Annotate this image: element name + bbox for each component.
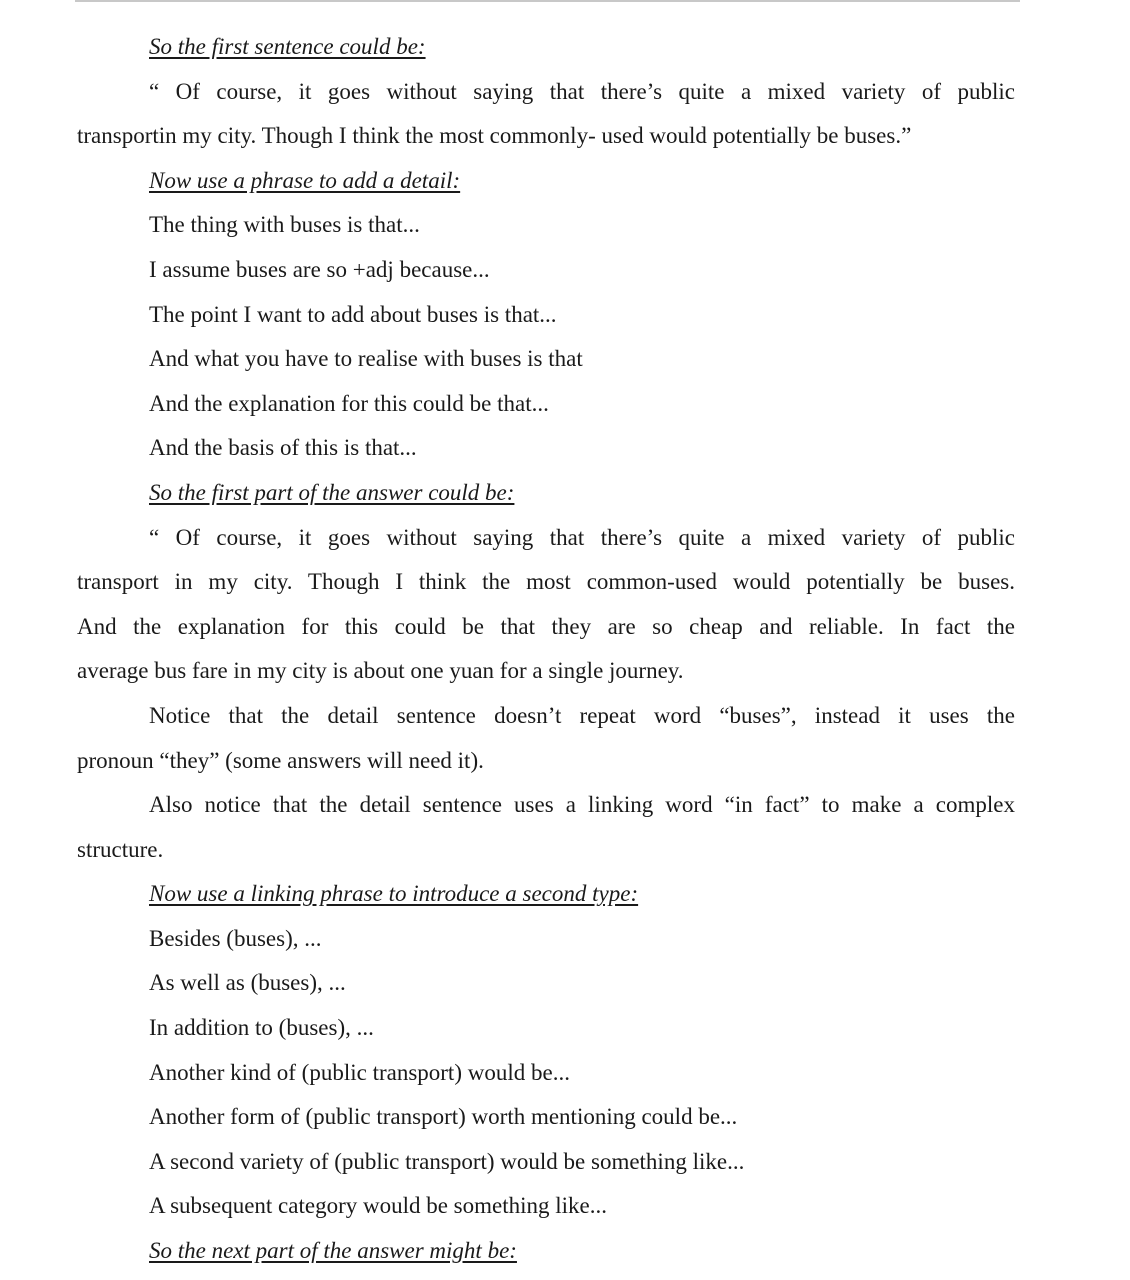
linking-phrase: A subsequent category would be something like... [149,1193,608,1219]
document-page [77,25,1015,1274]
answer-paragraph-line: “ Of course, it goes without saying that there’s quite a mixed variety of public [149,524,1015,550]
detail-phrase: And what you have to realise with buses is that [149,346,583,372]
answer-paragraph-line: average bus fare in my city is about one yuan for a single journey. [77,658,684,684]
section-heading-first-sentence: So the first sentence could be: [149,34,426,59]
linking-phrase: Besides (buses), ... [149,925,322,951]
detail-phrase: The point I want to add about buses is that... [149,301,557,327]
detail-phrase: The thing with buses is that... [149,212,420,238]
section-heading-next-part: So the next part of the answer might be: [149,1238,517,1264]
notice-paragraph-line: Notice that the detail sentence doesn’t repeat word “buses”, instead it uses the [149,702,1015,728]
linking-phrase: As well as (buses), ... [149,970,346,996]
example-quote-line: “ Of course, it goes without saying that there’s quite a mixed variety of public [149,78,1015,104]
linking-phrase: Another form of (public transport) worth mentioning could be... [149,1104,738,1130]
notice-paragraph-line: pronoun “they” (some answers will need it). [77,747,484,773]
linking-phrase: In addition to (buses), ... [149,1015,374,1041]
section-heading-first-part: So the first part of the answer could be: [149,479,515,505]
detail-phrase: I assume buses are so +adj because... [149,256,490,282]
notice-paragraph-line: structure. [77,836,164,862]
section-heading-add-detail: Now use a phrase to add a detail: [149,167,461,193]
linking-phrase: A second variety of (public transport) would be something like... [149,1148,745,1174]
notice-paragraph-line: Also notice that the detail sentence uses a linking word “in fact” to make a complex [149,792,1015,818]
answer-paragraph-line: transport in my city. Though I think the most common-used would potentially be buses. [77,569,1015,595]
detail-phrase: And the explanation for this could be that... [149,390,549,416]
example-quote-line: transportin my city. Though I think the most commonly- used would potentially be buses.” [77,123,912,149]
section-heading-second-type: Now use a linking phrase to introduce a second type: [149,881,639,907]
answer-paragraph-line: And the explanation for this could be that they are so cheap and reliable. In fact the [77,613,1015,639]
detail-phrase: And the basis of this is that... [149,435,417,461]
linking-phrase: Another kind of (public transport) would be... [149,1059,570,1085]
top-divider [75,0,1020,2]
